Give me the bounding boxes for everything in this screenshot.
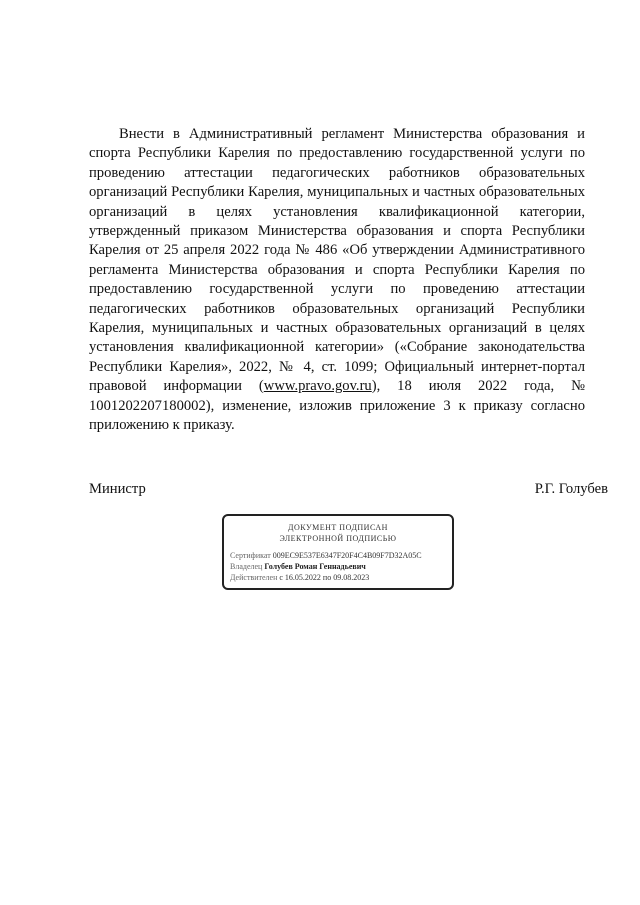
signer-title: Министр [89, 481, 146, 497]
validity-value: с 16.05.2022 по 09.08.2023 [279, 573, 370, 582]
owner-label: Владелец [230, 562, 263, 571]
stamp-certificate [224, 550, 452, 561]
body-text-part1: Внести в Административный регламент Министерства образования и спорта Республики Карелия по предоставлению государственной услуги по проведению аттестации педагогических работников образовательных организаций Республики Карелия, муниципальных и частных образовательных организаций в целях установления квалификационной категории, утвержденный приказом Министерства образования и спорта Республики Карелия от 25 апреля 2022 года № 486 «Об утверждении Административного регламента Министерства образования и спорта Республики Карелия по предоставлению государственной услуги по проведению аттестации педагогических работников образовательных организаций Республики Карелия, муниципальных и частных образовательных организаций в целях установления квалификационной категории» («Собрание законодательства Республики Карелия», 2022, № 4, ст. 1099; Официальный интернет-портал правовой информации ( [89, 126, 585, 395]
stamp-details [224, 550, 452, 583]
body-text-part2: ), 18 июля 2022 года, № 1001202207180002), изменение, изложив приложение 3 к приказу согласно приложению к приказу. [89, 378, 585, 434]
stamp-title-line2: ЭЛЕКТРОННОЙ ПОДПИСЬЮ [279, 534, 397, 543]
validity-label: Действителен [230, 573, 278, 582]
stamp-title [224, 522, 452, 544]
stamp-validity [224, 572, 452, 583]
signer-name: Р.Г. Голубев [534, 481, 608, 497]
certificate-value: 009EC9E537E6347F20F4C4B09F7D32A05C [272, 551, 422, 560]
stamp-title-line1: ДОКУМЕНТ ПОДПИСАН [288, 523, 388, 532]
main-paragraph [89, 125, 585, 436]
certificate-label: Сертификат [230, 551, 271, 560]
pravo-link[interactable]: www.pravo.gov.ru [263, 378, 372, 395]
owner-value: Голубев Роман Геннадьевич [264, 562, 366, 571]
stamp-owner [224, 561, 452, 572]
electronic-signature-stamp [222, 514, 454, 590]
